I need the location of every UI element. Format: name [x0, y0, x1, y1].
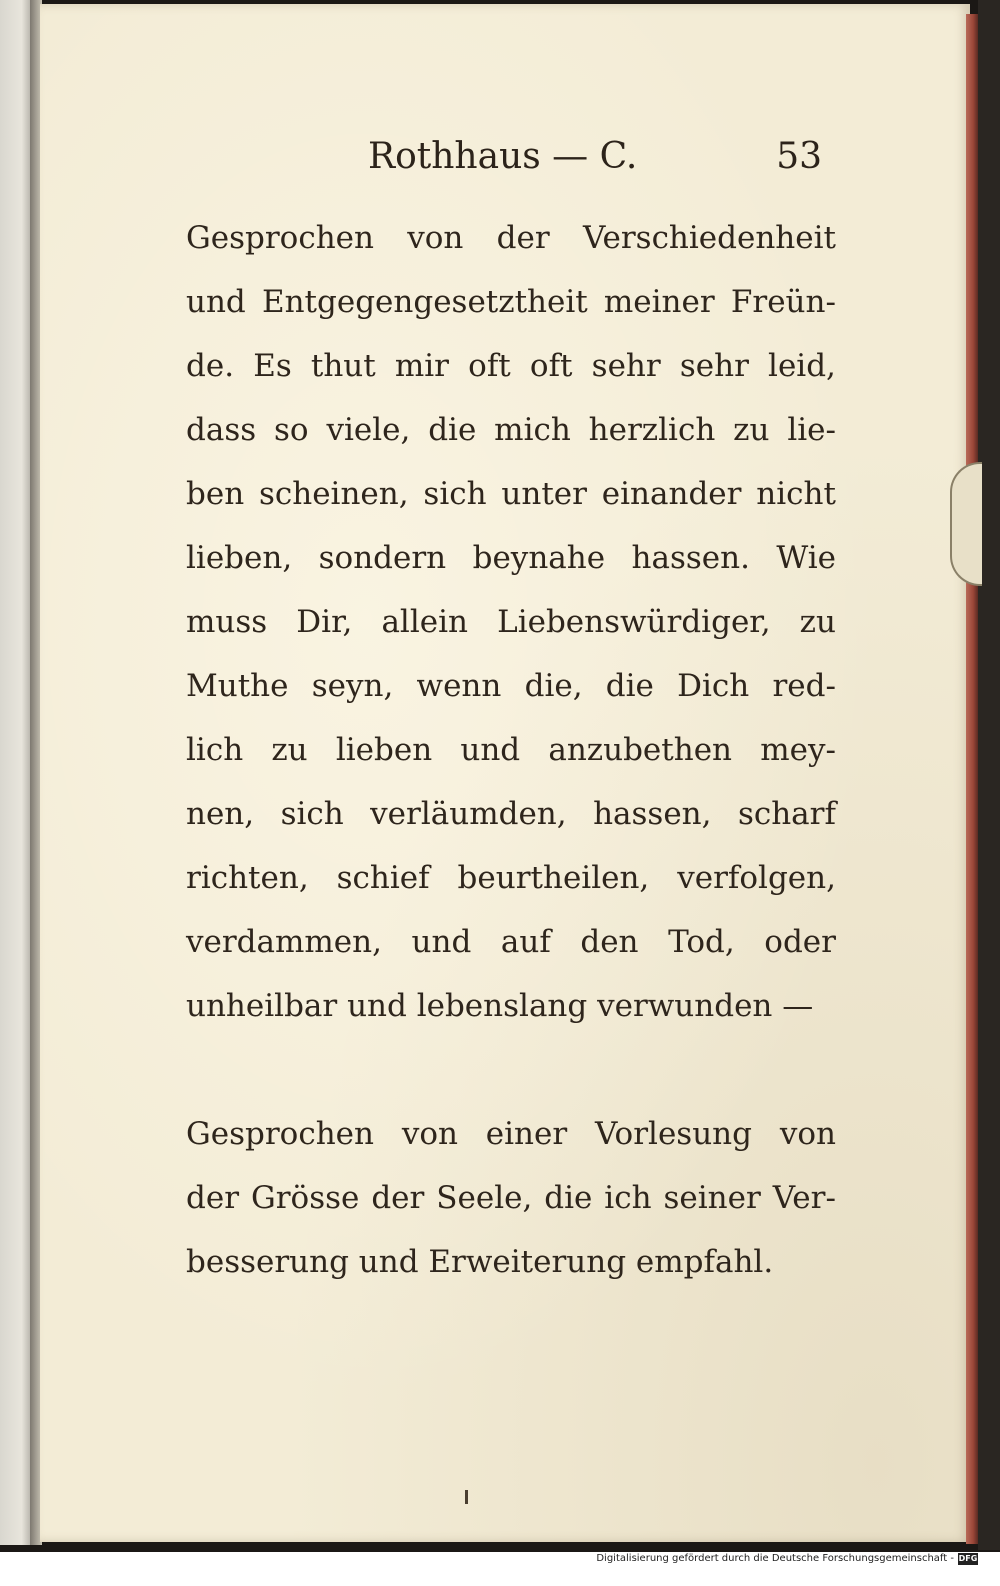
word: einer — [485, 1116, 568, 1152]
word: mey- — [760, 732, 836, 768]
word: Es — [253, 348, 292, 384]
word: meiner — [603, 284, 715, 320]
word: lieben, — [186, 540, 293, 576]
word: Verschiedenheit — [582, 220, 836, 256]
word: verläumden, — [370, 796, 567, 832]
text-line: unheilbar und lebenslang verwunden — — [186, 988, 814, 1024]
word: beynahe — [472, 540, 606, 576]
word: Vorlesung — [595, 1116, 752, 1152]
word: Seele, — [436, 1180, 533, 1216]
word: Wie — [776, 540, 836, 576]
word: herzlich — [588, 412, 716, 448]
word: seyn, — [311, 668, 394, 704]
word: Entgegengesetztheit — [261, 284, 588, 320]
text-line — [186, 462, 836, 526]
word: Gesprochen — [186, 1116, 374, 1152]
word: zu — [733, 412, 770, 448]
word: beurtheilen, — [457, 860, 650, 896]
text-line — [186, 1166, 836, 1230]
word: zu — [799, 604, 836, 640]
text-line — [186, 1102, 836, 1166]
paragraph — [186, 206, 836, 1038]
text-line — [186, 398, 836, 462]
word: nen, — [186, 796, 255, 832]
page-header — [368, 136, 828, 188]
word: sich — [423, 476, 487, 512]
word: hassen. — [631, 540, 750, 576]
word: richten, — [186, 860, 309, 896]
word: oft — [529, 348, 573, 384]
word: hassen, — [593, 796, 712, 832]
word: die — [544, 1180, 593, 1216]
word: verdammen, — [186, 924, 382, 960]
word: anzubethen — [548, 732, 733, 768]
text-line — [186, 334, 836, 398]
text-line — [186, 526, 836, 590]
word: die, — [524, 668, 583, 704]
page-number: 53 — [776, 136, 822, 177]
word: viele, — [326, 412, 411, 448]
word: sondern — [318, 540, 447, 576]
word: Grösse — [250, 1180, 360, 1216]
word: Ver- — [772, 1180, 836, 1216]
text-line — [186, 846, 836, 910]
dfg-logo: DFG — [958, 1554, 978, 1563]
book-edge — [966, 14, 978, 1544]
word: ich — [604, 1180, 652, 1216]
word: Gesprochen — [186, 220, 374, 256]
word: die — [605, 668, 654, 704]
paragraph-gap — [186, 1038, 836, 1102]
word: leid, — [768, 348, 836, 384]
word: sehr — [679, 348, 749, 384]
word: den — [580, 924, 639, 960]
word: von — [407, 220, 464, 256]
word: auf — [500, 924, 551, 960]
body-text — [186, 206, 836, 1294]
word: von — [401, 1116, 458, 1152]
word: und — [460, 732, 521, 768]
word: lie- — [787, 412, 836, 448]
running-head: Rothhaus — C. — [368, 136, 638, 177]
word: schief — [336, 860, 430, 896]
word: de. — [186, 348, 235, 384]
word: wenn — [416, 668, 502, 704]
word: mich — [494, 412, 571, 448]
word: Dir, — [296, 604, 353, 640]
word: oft — [468, 348, 511, 384]
word: Muthe — [186, 668, 289, 704]
word: nicht — [756, 476, 836, 512]
word: lich — [186, 732, 244, 768]
text-line — [186, 782, 836, 846]
word: dass — [186, 412, 257, 448]
page-tab-notch — [950, 462, 982, 586]
text-line: besserung und Erweiterung empfahl. — [186, 1244, 774, 1280]
word: seiner — [663, 1180, 761, 1216]
word: einander — [601, 476, 742, 512]
word: muss — [186, 604, 268, 640]
word: sich — [280, 796, 344, 832]
word: der — [371, 1180, 425, 1216]
word: oder — [764, 924, 836, 960]
word: verfolgen, — [677, 860, 836, 896]
word: allein — [381, 604, 468, 640]
text-line — [186, 270, 836, 334]
word: thut — [310, 348, 376, 384]
cover-edge — [978, 0, 1000, 1550]
word: der — [496, 220, 550, 256]
text-line — [186, 590, 836, 654]
word: die — [428, 412, 477, 448]
text-line — [186, 718, 836, 782]
word: lieben — [335, 732, 433, 768]
word: unter — [501, 476, 587, 512]
text-line — [186, 910, 836, 974]
word: sehr — [591, 348, 661, 384]
text-line — [186, 206, 836, 270]
word: Liebenswürdiger, — [497, 604, 771, 640]
funding-caption: Digitalisierung gefördert durch die Deutsche Forschungsgemeinschaft - — [596, 1553, 954, 1564]
word: so — [274, 412, 309, 448]
word: Dich — [677, 668, 750, 704]
word: Tod, — [668, 924, 735, 960]
word: mir — [394, 348, 450, 384]
word: scharf — [737, 796, 836, 832]
paragraph — [186, 1102, 836, 1294]
signature-mark — [465, 1490, 468, 1504]
word: und — [186, 284, 246, 320]
word: und — [411, 924, 472, 960]
word: Freün- — [730, 284, 836, 320]
word: ben — [186, 476, 245, 512]
word: der — [186, 1180, 240, 1216]
word: von — [779, 1116, 836, 1152]
word: red- — [772, 668, 836, 704]
text-line — [186, 654, 836, 718]
word: scheinen, — [258, 476, 409, 512]
word: zu — [271, 732, 308, 768]
